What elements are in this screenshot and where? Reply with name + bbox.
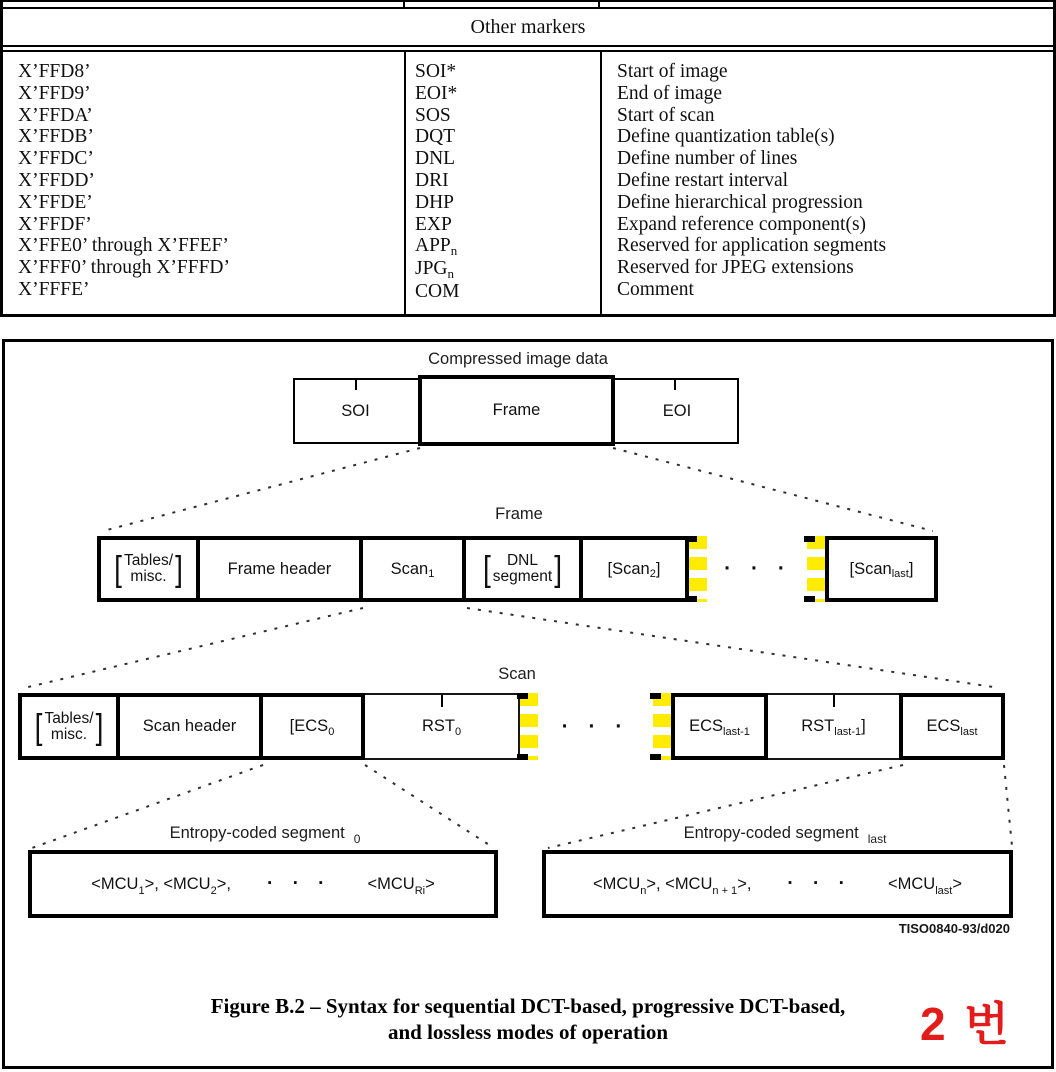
rst-last-1-cell: RST last-1 ] bbox=[768, 693, 901, 760]
column-divider-stub bbox=[403, 2, 405, 7]
scan-label: Scan bbox=[498, 665, 536, 683]
eoi-tick bbox=[674, 378, 676, 390]
bracket-close: ] bbox=[554, 549, 562, 588]
marker-abbrev: EOI* bbox=[415, 82, 458, 104]
entropy-segment-last-box bbox=[542, 850, 1013, 918]
marker-abbrev: EXP bbox=[415, 213, 452, 235]
frame-cell: Frame bbox=[418, 375, 615, 446]
figure-caption bbox=[18, 993, 1038, 1045]
figure-caption-line1: Figure B.2 – Syntax for sequential DCT-based, progressive DCT-based, bbox=[210, 994, 846, 1018]
yellow-dashed-divider bbox=[689, 536, 707, 602]
marker-desc: Reserved for JPEG extensions bbox=[617, 257, 854, 279]
marker-code: X’FFF0’ through X’FFFD’ bbox=[18, 257, 231, 279]
marker-code: X’FFDB’ bbox=[18, 126, 94, 148]
marker-desc: Define hierarchical progression bbox=[617, 191, 863, 213]
entropy-segment-last-label: Entropy-coded segment $_{last}$ bbox=[683, 824, 887, 846]
dnl-segment-text: DNL segment bbox=[492, 552, 553, 585]
frame-ellipsis: · · · bbox=[724, 557, 792, 580]
red-number-annotation: 2 번 bbox=[920, 998, 1012, 1050]
figure-caption-line2: and lossless modes of operation bbox=[387, 1020, 669, 1044]
marker-desc: Define quantization table(s) bbox=[617, 126, 835, 148]
marker-code: X’FFDD’ bbox=[18, 169, 95, 191]
marker-desc: Comment bbox=[617, 278, 694, 300]
table-body bbox=[3, 52, 1053, 314]
rst-last-1-tick bbox=[833, 695, 835, 707]
marker-abbrev: COM bbox=[415, 280, 460, 302]
entropy-segment-0-box bbox=[28, 850, 498, 918]
marker-desc: Define restart interval bbox=[617, 169, 789, 191]
yellow-dashed-divider bbox=[807, 536, 825, 602]
bracket-open: [ bbox=[34, 706, 43, 746]
frame-label: Frame bbox=[495, 505, 543, 523]
marker-abbrev: DRI bbox=[415, 169, 449, 191]
column-marker-abbrevs bbox=[406, 52, 602, 314]
bracket-open: [ bbox=[482, 549, 491, 588]
scan-bar-left bbox=[18, 693, 538, 760]
ecs-last-cell: ECS last bbox=[899, 693, 1005, 760]
frame-bar-right bbox=[807, 536, 938, 602]
marker-abbrev: DHP bbox=[415, 191, 455, 213]
column-marker-descriptions bbox=[602, 52, 1053, 314]
bracket-close: ] bbox=[95, 706, 104, 746]
frame-bar-left bbox=[97, 536, 707, 602]
mcu-sequence-end: $<MCU_{Ri}>$ bbox=[367, 874, 435, 897]
marker-code: X’FFDF’ bbox=[18, 213, 92, 235]
scan1-cell: Scan 1 bbox=[359, 536, 466, 602]
marker-desc: Expand reference component(s) bbox=[617, 213, 867, 235]
marker-desc: Define number of lines bbox=[617, 148, 798, 170]
marker-abbrev: SOS bbox=[415, 104, 451, 126]
marker-desc: Start of image bbox=[617, 61, 728, 82]
marker-code: X’FFFE’ bbox=[18, 278, 90, 300]
mcu-sequence-end: $<MCU_{last}>$ bbox=[887, 874, 962, 897]
marker-code: X’FFDC’ bbox=[18, 148, 94, 170]
tables-misc-cell bbox=[18, 693, 120, 760]
table-top-sliver bbox=[3, 2, 1053, 7]
compressed-image-data-label: Compressed image data bbox=[428, 350, 608, 368]
marker-code: X’FFDE’ bbox=[18, 191, 93, 213]
scan-bar-right bbox=[653, 693, 1005, 760]
bracket-close: ] bbox=[175, 549, 183, 588]
marker-abbrev: DQT bbox=[415, 126, 456, 148]
marker-code: X’FFE0’ through X’FFEF’ bbox=[18, 235, 229, 257]
table-title: Other markers bbox=[470, 15, 586, 38]
ecs0-cell: [ECS 0 bbox=[259, 693, 365, 760]
mcu-ellipsis: · · · bbox=[266, 873, 332, 894]
yellow-dashed-divider bbox=[520, 693, 538, 760]
ecs-last-1-cell: ECS last-1 bbox=[671, 693, 768, 760]
tables-misc-text: Tables/ misc. bbox=[123, 552, 174, 585]
marker-desc: Reserved for application segments bbox=[617, 235, 887, 257]
column-marker-codes bbox=[3, 52, 406, 314]
eoi-cell: EOI bbox=[662, 401, 692, 420]
soi-cell: SOI bbox=[341, 401, 370, 420]
rst0-tick bbox=[441, 695, 443, 707]
yellow-dashed-divider bbox=[653, 693, 671, 760]
bracket-open: [ bbox=[114, 549, 122, 588]
dnl-segment-cell bbox=[462, 536, 583, 602]
mcu-sequence: $<MCU_1>$, $<MCU_2>$, bbox=[91, 874, 231, 897]
tables-misc-cell bbox=[97, 536, 200, 602]
marker-code: X’FFD9’ bbox=[18, 82, 91, 104]
marker-abbrev: SOI* bbox=[415, 61, 457, 82]
scan-ellipsis: · · · bbox=[561, 714, 630, 738]
marker-code: X’FFD8’ bbox=[18, 61, 91, 82]
marker-desc: End of image bbox=[617, 82, 723, 104]
scan-header-cell: Scan header bbox=[116, 693, 263, 760]
marker-desc: Start of scan bbox=[617, 104, 715, 126]
frame-header-cell: Frame header bbox=[196, 536, 363, 602]
soi-tick bbox=[355, 378, 357, 390]
marker-abbrev: DNL bbox=[415, 148, 456, 170]
figure-reference-code: TISO0840-93/d020 bbox=[898, 921, 1010, 936]
mcu-ellipsis: · · · bbox=[787, 873, 852, 894]
rst0-cell: RST 0 bbox=[365, 693, 520, 760]
mcu-sequence: $<MCU_n>$, $<MCU_{n + 1}>$, bbox=[593, 874, 752, 897]
scan2-cell: [Scan 2 ] bbox=[579, 536, 689, 602]
marker-abbrev: $APP_n$ bbox=[415, 235, 458, 259]
column-divider-stub bbox=[598, 2, 600, 7]
marker-code: X’FFDA’ bbox=[18, 104, 93, 126]
scan-last-cell: [Scan last ] bbox=[825, 536, 938, 602]
marker-abbrev: $JPG_n$ bbox=[415, 258, 455, 282]
other-markers-table bbox=[0, 0, 1056, 317]
tables-misc-text: Tables/ misc. bbox=[44, 709, 94, 743]
entropy-segment-0-label: Entropy-coded segment $_0$ bbox=[169, 824, 361, 846]
